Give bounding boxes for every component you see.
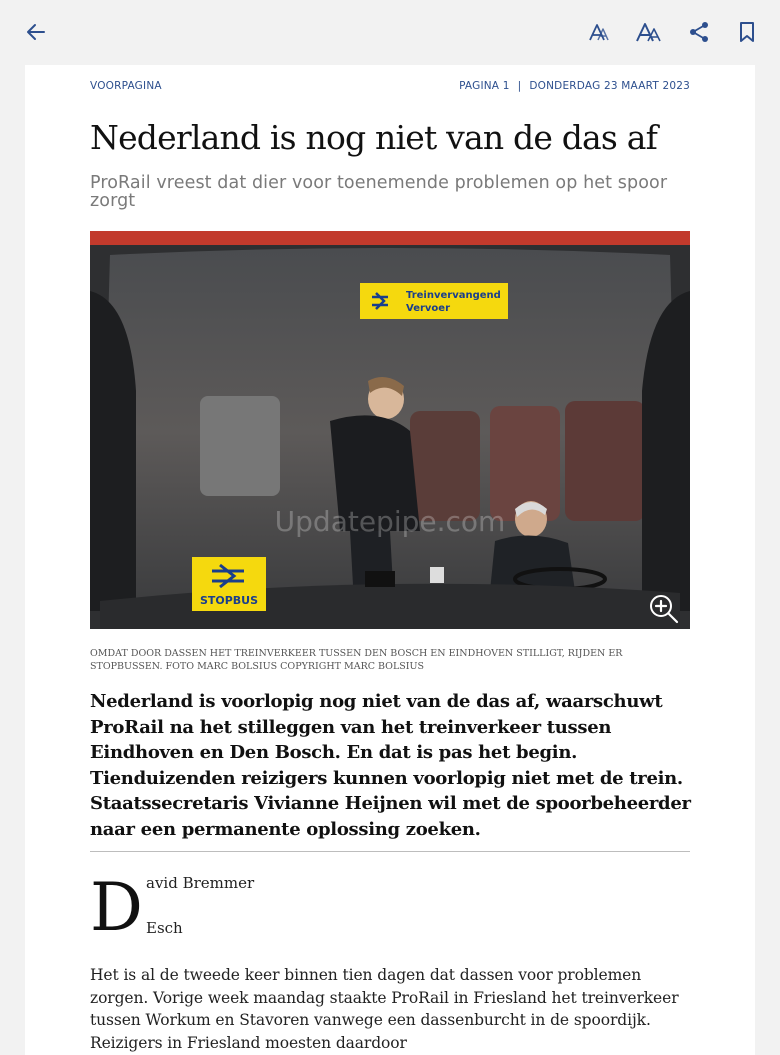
app-toolbar: [0, 0, 780, 64]
font-size-decrease-icon: [587, 21, 613, 43]
sign-stopbus: STOPBUS: [199, 594, 259, 607]
article-body: Het is al de tweede keer binnen tien dagen dat dassen voor problemen zorgen. Vorige week maandag staakte ProRail in Friesland het treinverkeer tussen Workum en Stavoren vanwege een dassenburcht in de spoordijk. Reizigers in Friesland moesten daardoor: [90, 966, 679, 1052]
dateline-place: Esch: [146, 919, 183, 937]
article-meta: [90, 80, 690, 96]
font-size-increase-icon: [635, 21, 663, 43]
divider: [90, 851, 690, 852]
article-card: [25, 65, 755, 1055]
meta-separator: |: [517, 80, 522, 92]
publication-date: DONDERDAG 23 MAART 2023: [529, 80, 690, 92]
arrow-left-icon: [25, 21, 47, 43]
bookmark-button[interactable]: [731, 16, 763, 48]
photo-watermark: Updatepipe.com: [274, 505, 506, 538]
share-icon: [688, 21, 710, 43]
page-number: PAGINA 1: [459, 80, 510, 92]
sign-top-line1: Treinvervangend: [406, 290, 501, 301]
article-headline: Nederland is nog niet van de das af: [90, 118, 658, 157]
article-lead: Nederland is voorlopig nog niet van de das af, waarschuwt ProRail na het stilleggen van het treinverkeer tussen Eindhoven en Den Bosch. En dat is pas het begin. Tienduizenden reizigers kunnen voorlopig niet met de trein. Staatssecretaris Vivianne Heijnen wil met de spoorbeheerder naar een permanente oplossing zoeken.: [90, 691, 691, 840]
section-label: VOORPAGINA: [90, 80, 162, 92]
drop-cap: D: [90, 869, 143, 946]
font-decrease-button[interactable]: [584, 16, 616, 48]
author-name: avid Bremmer: [146, 874, 255, 892]
page-date: [459, 80, 690, 92]
share-button[interactable]: [683, 16, 715, 48]
font-increase-button[interactable]: [633, 16, 665, 48]
bus-windshield-photo: [90, 231, 690, 629]
back-button[interactable]: [20, 16, 52, 48]
photo-caption: OMDAT DOOR DASSEN HET TREINVERKEER TUSSEN DEN BOSCH EN EINDHOVEN STILLIGT, RIJDEN ER STOPBUSSEN. FOTO MARC BOLSIUS COPYRIGHT MARC BOLSIUS: [90, 648, 623, 672]
bookmark-icon: [738, 21, 756, 43]
article-subheadline: ProRail vreest dat dier voor toenemende problemen op het spoor zorgt: [90, 173, 668, 211]
sign-top-line2: Vervoer: [406, 303, 451, 314]
zoom-in-icon[interactable]: [648, 593, 680, 625]
article-photo[interactable]: [90, 231, 690, 629]
